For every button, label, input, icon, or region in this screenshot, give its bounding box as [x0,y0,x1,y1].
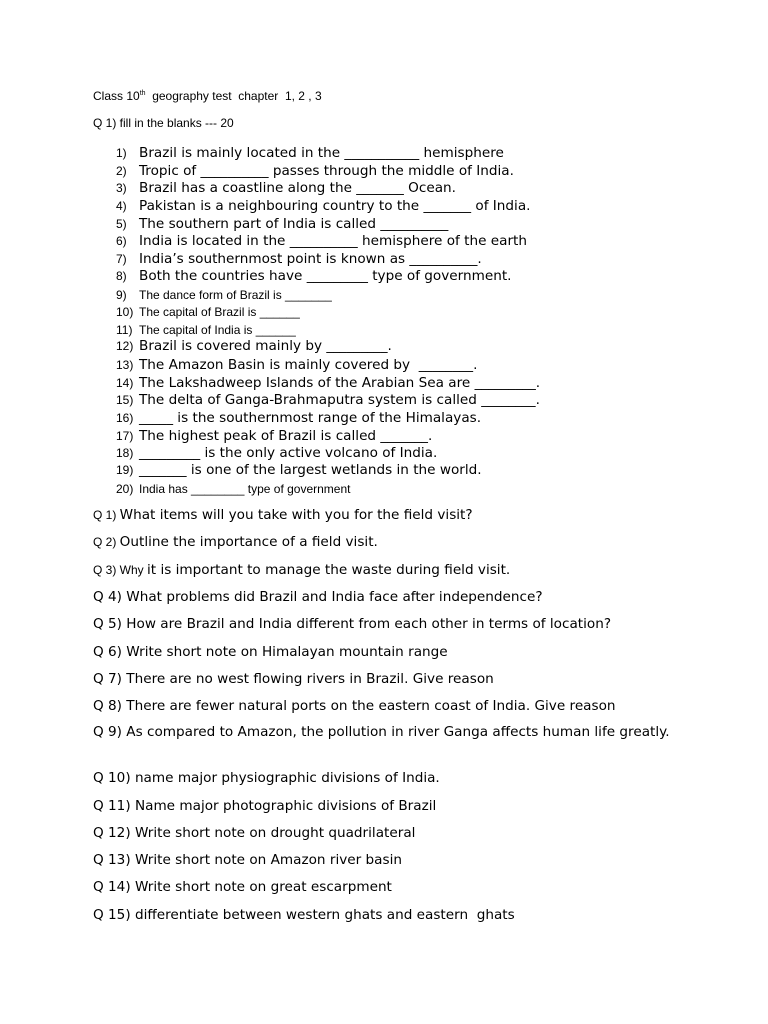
item-number: 3) [116,181,127,195]
question-text: Q 10) name major physiographic divisions of India. [93,770,440,786]
question-item [93,767,440,786]
item-text: The Lakshadweep Islands of the Arabian Sea are _________. [139,375,541,391]
test-title [93,89,322,103]
title-post: geography test chapter 1, 2 , 3 [145,89,322,103]
list-item [116,407,481,426]
item-text: The southern part of India is called __________ [139,216,449,232]
list-item [116,478,351,497]
item-text: Brazil is mainly located in the ___________ hemisphere [139,145,504,161]
item-number: 18) [116,446,134,460]
item-number: 5) [116,217,127,231]
item-text: India has ________ type of government [139,482,351,496]
item-number: 13) [116,358,134,372]
item-text: The capital of India is ______ [139,323,296,337]
item-number: 9) [116,288,127,302]
question-text: Q 12) Write short note on drought quadrilateral [93,825,416,841]
question-item [93,876,392,895]
item-number: 1) [116,146,127,160]
item-text: Pakistan is a neighbouring country to the _______ of India. [139,198,531,214]
question-text: Q 5) How are Brazil and India different from each other in terms of location? [93,616,612,632]
question-text: Outline the importance of a field visit. [119,534,378,550]
question-item [93,613,611,632]
item-text: Brazil has a coastline along the _______ Ocean. [139,180,456,196]
item-text: The highest peak of Brazil is called _______. [139,428,433,444]
question-item [93,904,515,923]
question-text: Q 4) What problems did Brazil and India face after independence? [93,589,543,605]
question-prefix: Q 1) [93,508,120,522]
list-item [116,230,527,249]
item-number: 16) [116,411,134,425]
question-item [93,822,415,841]
question-text: Q 13) Write short note on Amazon river basin [93,852,402,868]
list-item [116,301,300,320]
list-item [116,459,482,478]
item-number: 10) [116,305,134,319]
item-number: 19) [116,463,134,477]
item-number: 17) [116,429,134,443]
question-text: Q 11) Name major photographic divisions of Brazil [93,798,437,814]
list-item [116,335,392,354]
question-text: What items will you take with you for the field visit? [119,507,473,523]
question-item [93,641,448,660]
item-text: The dance form of Brazil is _______ [139,288,332,302]
question-text: Q 14) Write short note on great escarpment [93,879,392,895]
question-item [93,586,543,605]
question-item [93,668,494,687]
item-number: 15) [116,393,134,407]
item-text: _______ is one of the largest wetlands in the world. [139,462,482,478]
item-number: 11) [116,323,133,337]
question-text: Q 8) There are fewer natural ports on the eastern coast of India. Give reason [93,698,616,714]
item-text: Brazil is covered mainly by _________. [139,338,392,354]
list-item [116,389,540,408]
list-item [116,265,512,284]
item-number: 6) [116,234,127,248]
question-text: Q 7) There are no west flowing rivers in Brazil. Give reason [93,671,494,687]
question-prefix: Q 2) [93,535,120,549]
question-item [93,531,378,550]
question-item [93,695,616,714]
list-item [116,142,504,161]
question-prefix: Q 3) Why [93,563,148,577]
item-number: 7) [116,252,127,266]
item-number: 2) [116,164,127,178]
item-text: Tropic of __________ passes through the middle of India. [139,163,514,179]
list-item [116,354,477,373]
title-sup: th [139,90,146,97]
section-heading: Q 1) fill in the blanks --- 20 [93,116,234,130]
question-item [93,849,402,868]
question-item [93,559,510,578]
item-number: 14) [116,376,134,390]
question-text: Q 15) differentiate between western ghats and eastern ghats [93,907,515,923]
item-text: _________ is the only active volcano of India. [139,445,438,461]
item-text: _____ is the southernmost range of the Himalayas. [139,410,482,426]
question-text: Q 6) Write short note on Himalayan mountain range [93,644,448,660]
item-number: 4) [116,199,127,213]
question-item [93,795,436,814]
question-item [93,504,473,523]
list-item [116,195,530,214]
item-text: The delta of Ganga-Brahmaputra system is called ________. [139,392,540,408]
title-pre: Class 10 [93,89,140,103]
item-text: The Amazon Basin is mainly covered by ________. [139,357,478,373]
item-text: India’s southernmost point is known as __________. [139,251,482,267]
item-number: 20) [116,482,134,496]
item-text: The capital of Brazil is ______ [139,305,300,319]
question-text: it is important to manage the waste during field visit. [147,562,511,578]
question-item [93,722,683,741]
item-text: Both the countries have _________ type of government. [139,268,512,284]
list-item [116,177,456,196]
question-text: Q 9) As compared to Amazon, the pollution in river Ganga affects human life greatly. [93,724,670,740]
item-number: 12) [116,339,134,353]
item-text: India is located in the __________ hemisphere of the earth [139,233,527,249]
item-number: 8) [116,269,127,283]
